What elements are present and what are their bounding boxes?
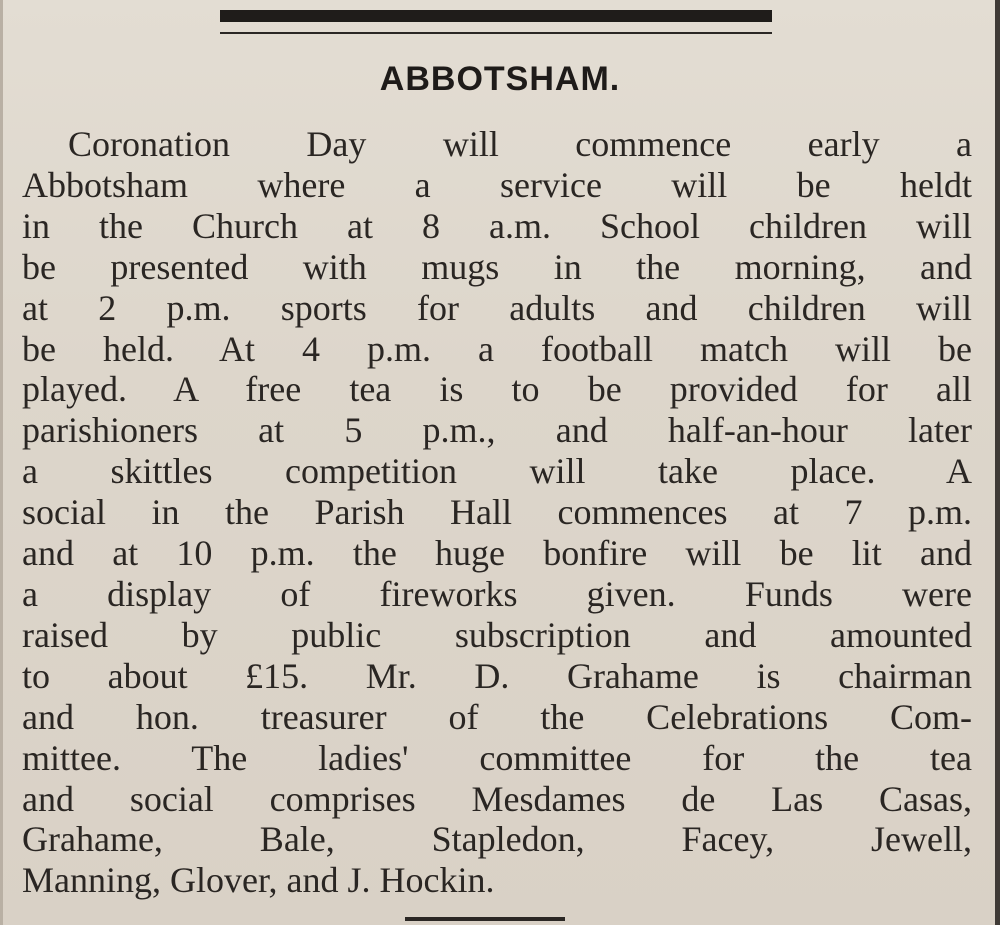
footer-rule xyxy=(405,917,565,921)
article-line: a display of fireworks given. Funds were xyxy=(22,573,972,614)
article-body xyxy=(22,124,972,901)
article-line: and hon. treasurer of the Celebrations Com- xyxy=(22,696,972,737)
article-line: parishioners at 5 p.m., and half-an-hour later xyxy=(22,410,972,451)
article-line: Grahame, Bale, Stapledon, Facey, Jewell, xyxy=(22,819,972,860)
article-line: mittee. The ladies' committee for the tea xyxy=(22,737,972,778)
article-line: Coronation Day will commence early a xyxy=(68,124,972,164)
article-line: be held. At 4 p.m. a football match will be xyxy=(22,328,972,369)
article-line: Abbotsham where a service will be heldt xyxy=(22,164,972,205)
article-line: and at 10 p.m. the huge bonfire will be lit and xyxy=(22,533,972,574)
article-line: and social comprises Mesdames de Las Casas, xyxy=(22,778,972,819)
article-line: raised by public subscription and amounted xyxy=(22,614,972,655)
article-line: social in the Parish Hall commences at 7 p.m. xyxy=(22,492,972,533)
article-title: ABBOTSHAM. xyxy=(379,60,621,98)
article-line: a skittles competition will take place. A xyxy=(22,451,972,492)
article-line: be presented with mugs in the morning, and xyxy=(22,246,972,287)
paper-edge-left xyxy=(0,0,3,925)
article-line: to about £15. Mr. D. Grahame is chairman xyxy=(22,655,972,696)
article-line: in the Church at 8 a.m. School children will xyxy=(22,205,972,246)
header-rule-thin xyxy=(220,32,772,34)
article-line: played. A free tea is to be provided for all xyxy=(22,369,972,410)
article-line: Manning, Glover, and J. Hockin. xyxy=(22,860,495,901)
header-rule-thick xyxy=(220,10,772,22)
paper-edge-right xyxy=(995,0,1000,925)
article-line: at 2 p.m. sports for adults and children will xyxy=(22,287,972,328)
